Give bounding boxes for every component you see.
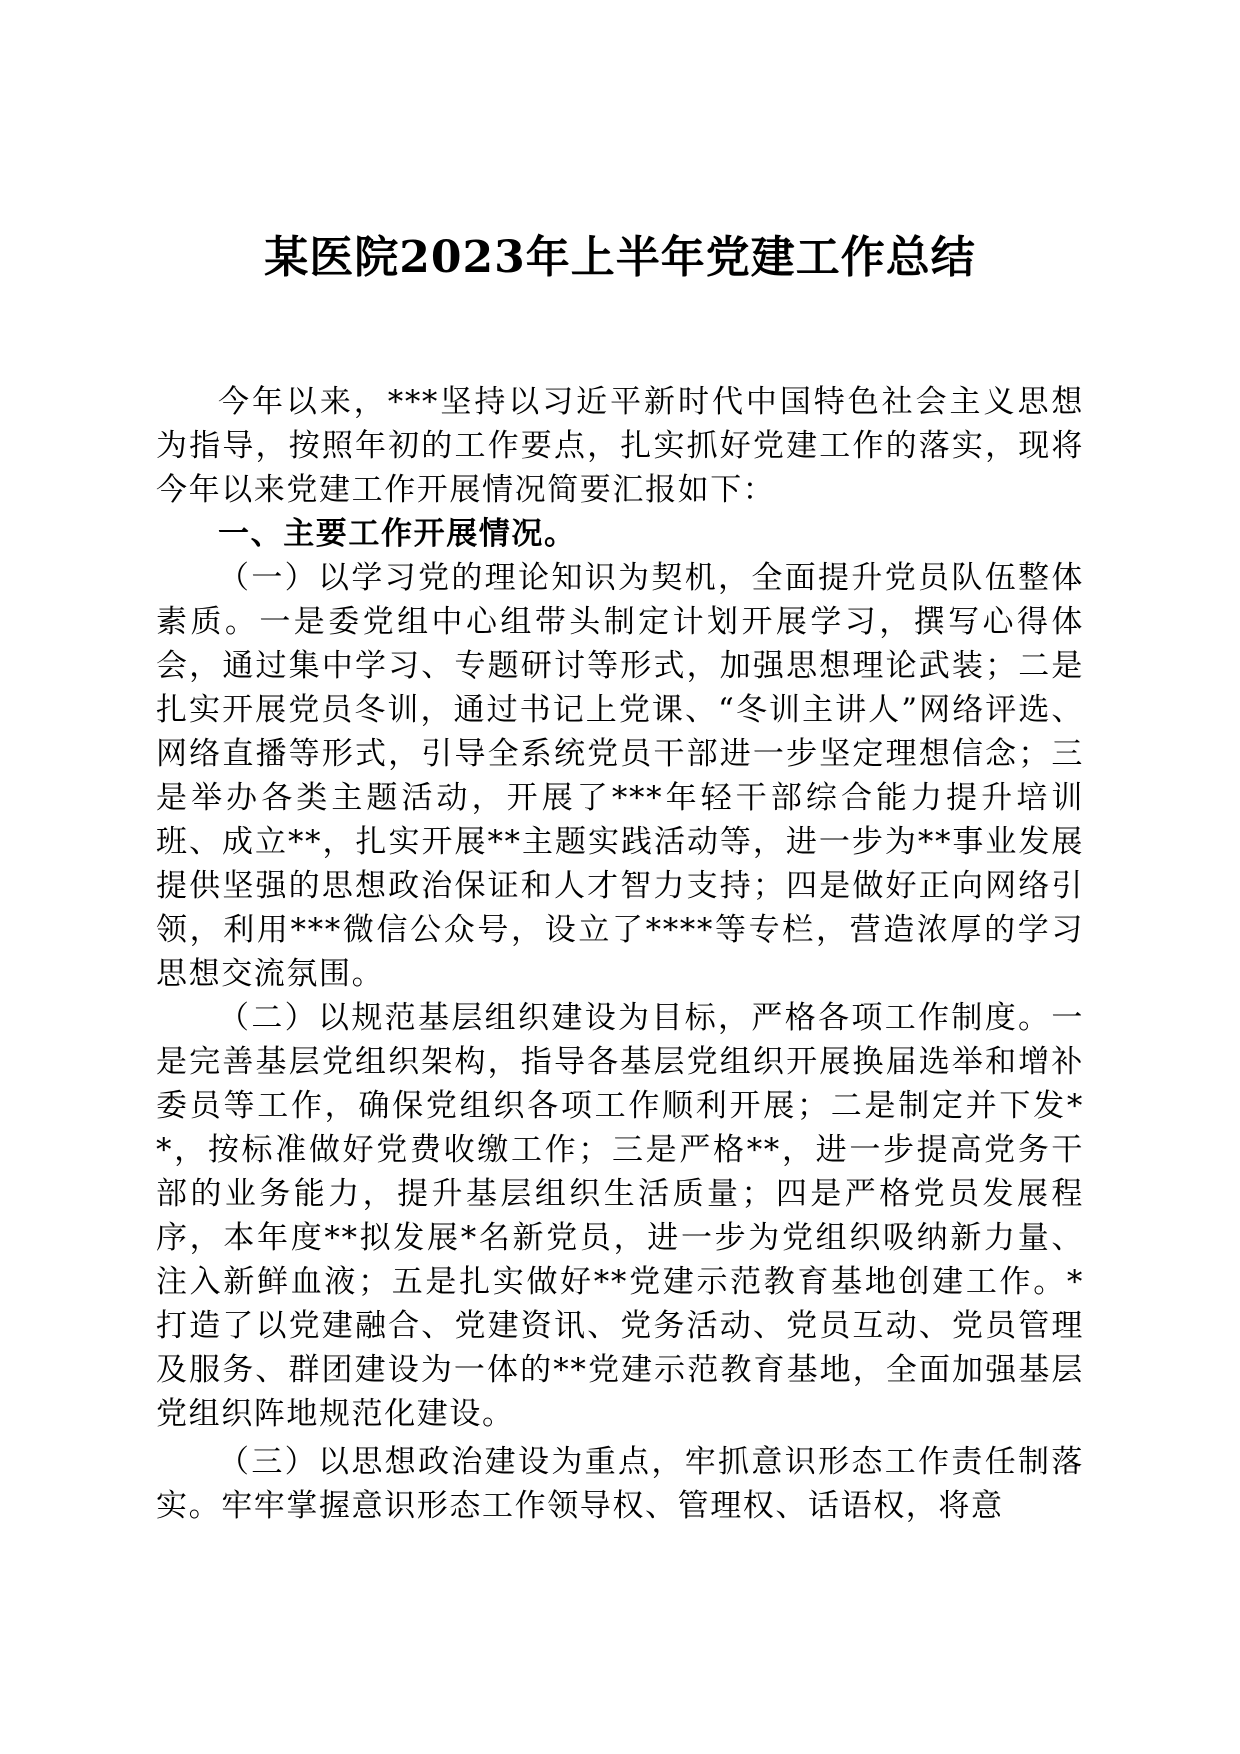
- section-heading: 一、主要工作开展情况。: [218, 516, 577, 552]
- document-title: 某医院2023年上半年党建工作总结: [264, 232, 976, 283]
- intro-paragraph: 今年以来，***坚持以习近平新时代中国特色社会主义思想为指导，按照年初的工作要点，扎实抓好党建工作的落实，现将今年以来党建工作开展情况简要汇报如下：: [156, 384, 1084, 508]
- body-paragraph-3: （三）以思想政治建设为重点，牢抓意识形态工作责任制落实。牢牢掌握意识形态工作领导权、管理权、话语权，将意: [156, 1444, 1084, 1524]
- document-body: [156, 380, 1084, 1528]
- body-paragraph-2: （二）以规范基层组织建设为目标，严格各项工作制度。一是完善基层党组织架构，指导各基层党组织开展换届选举和增补委员等工作，确保党组织各项工作顺利开展；二是制定并下发**，按标准做好党费收缴工作；三是严格**，进一步提高党务干部的业务能力，提升基层组织生活质量；四是严格党员发展程序，本年度**拟发展*名新党员，进一步为党组织吸纳新力量、注入新鲜血液；五是扎实做好**党建示范教育基地创建工作。*打造了以党建融合、党建资讯、党务活动、党员互动、党员管理及服务、群团建设为一体的**党建示范教育基地，全面加强基层党组织阵地规范化建设。: [156, 1000, 1084, 1432]
- body-paragraph-1: （一）以学习党的理论知识为契机，全面提升党员队伍整体素质。一是委党组中心组带头制定计划开展学习，撰写心得体会，通过集中学习、专题研讨等形式，加强思想理论武装；二是扎实开展党员冬训，通过书记上党课、“冬训主讲人”网络评选、网络直播等形式，引导全系统党员干部进一步坚定理想信念；三是举办各类主题活动，开展了***年轻干部综合能力提升培训班、成立**，扎实开展**主题实践活动等，进一步为**事业发展提供坚强的思想政治保证和人才智力支持；四是做好正向网络引领，利用***微信公众号，设立了****等专栏，营造浓厚的学习思想交流氛围。: [156, 560, 1084, 992]
